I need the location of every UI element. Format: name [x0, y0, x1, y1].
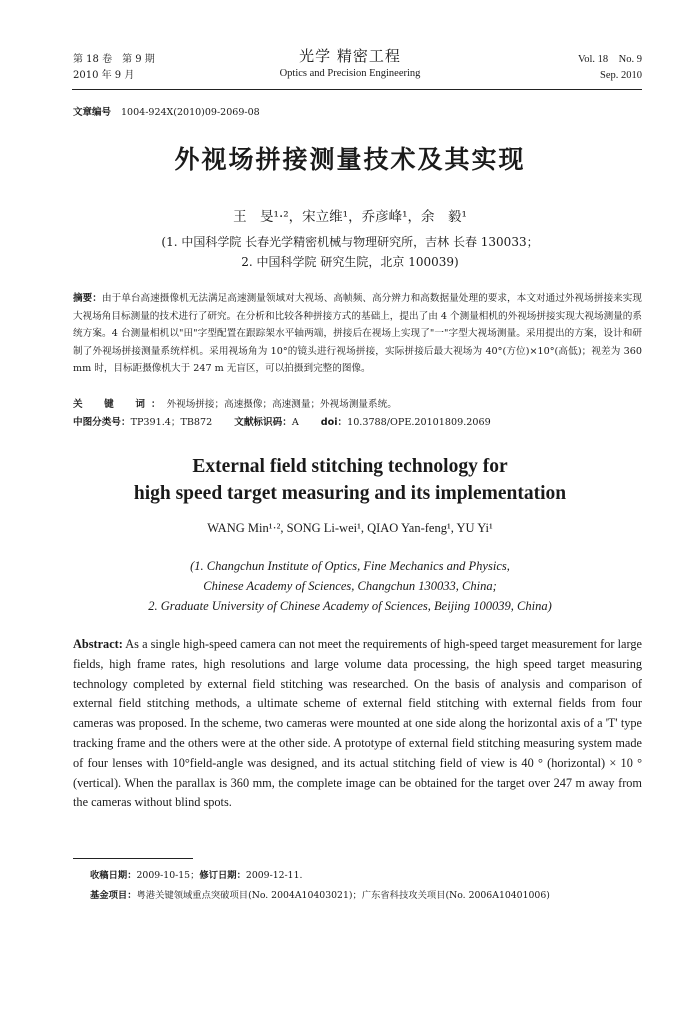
volume-issue-en: Vol. 18 No. 9: [578, 54, 642, 65]
en-abstract: [73, 635, 642, 813]
en-abstract-label: Abstract:: [73, 637, 123, 651]
fund-label: 基金项目：: [90, 890, 137, 901]
journal-name-cn: 光学 精密工程: [299, 47, 401, 65]
header-rule: [72, 89, 642, 90]
cn-authors: 王 旻¹·²，宋立维¹，乔彦峰¹，余 毅¹: [233, 209, 467, 225]
cn-abstract: [73, 290, 642, 378]
cn-affiliation-1: (1. 中国科学院 长春光学精密机械与物理研究所，吉林 长春 130033；: [161, 235, 539, 249]
en-abstract-text: As a single high-speed camera can not meet the requirements of high-speed target measurement for large fields, high frame rates, high resolutions and large volume data processing, the high speed target measuring technology completed by external field stitching was researched. On the basis of analysis and comparison of external field stitching methods, a ultimate scheme of external field stitching with external fields from four cameras was proposed. In the scheme, two cameras were mounted at one side along the horizontal axis of a 'T' type tracking frame and the others were at the other side. A prototype of external field stitching measuring system made of four lenses with 10°field-angle was designed, and its actual stitching field of view is 40 ° (horizontal) × 10 ° (vertical). When the parallax is 360 mm, the complete image can be obtained for the target over 247 m away from the cameras without blind spots.: [73, 637, 642, 810]
cn-keywords-text: 外视场拼接；高速摄像；高速测量；外视场测量系统。: [166, 399, 397, 410]
footnote-fund: [90, 886, 642, 906]
cn-classification: [73, 414, 642, 428]
en-title-line-2: high speed target measuring and its implementation: [133, 483, 567, 504]
doi-value: 10.3788/OPE.20101809.2069: [347, 417, 491, 428]
article-number-label: 文章编号: [73, 107, 112, 118]
revised-label: 修订日期：: [199, 870, 246, 881]
volume-issue-cn: 第 18 卷 第 9 期: [73, 54, 155, 65]
en-title: [0, 453, 700, 507]
doc-code-value: A: [291, 417, 299, 428]
en-affiliations: [0, 556, 700, 616]
received-date: 2009-10-15；: [136, 870, 200, 881]
en-affiliation-1: (1. Changchun Institute of Optics, Fine Mechanics and Physics,: [190, 559, 510, 573]
footnote-dates: [90, 866, 642, 886]
date-cn: 2010 年 9 月: [73, 70, 135, 81]
en-affiliation-3: 2. Graduate University of Chinese Academy of Sciences, Beijing 100039, China): [148, 599, 552, 613]
date-en: Sep. 2010: [600, 70, 642, 81]
doc-code-label: 文献标识码：: [234, 417, 292, 428]
en-affiliation-2: Chinese Academy of Sciences, Changchun 130033, China;: [203, 579, 497, 593]
footnote-rule: [73, 858, 193, 859]
received-label: 收稿日期：: [90, 870, 137, 881]
en-authors: WANG Min¹·², SONG Li-wei¹, QIAO Yan-feng¹, YU Yi¹: [207, 521, 493, 535]
cn-abstract-text: 由于单台高速摄像机无法满足高速测量领域对大视场、高帧频、高分辨力和高数据量处理的要求，本文对通过外视场拼接来实现大视场角目标测量的技术进行了研究。在分析和比较各种拼接方式的基础上，提出了由 4 个测量相机的外视场拼接实现大视场测量的系统方案。4 台测量相机以"田"字型配置在跟踪架水平轴两端，拼接后在视场上实现了"一"字型大视场测量。采用提出的方案，设计和研制了外视场拼接测量系统样机。采用视场角为 10°的镜头进行视场拼接，实际拼接后最大视场为 40°(方位)×10°(高低)；视差为 360 mm 时，目标距摄像机大于 247 m 无盲区，可以拍摄到完整的图像。: [73, 293, 643, 374]
clc-label: 中图分类号：: [73, 417, 131, 428]
cn-keywords-label: 关 键 词：: [73, 399, 167, 410]
cn-keywords: [73, 396, 642, 410]
cn-affiliations: [0, 232, 700, 272]
article-number-value: 1004-924X(2010)09-2069-08: [121, 107, 260, 118]
en-title-line-1: External field stitching technology for: [192, 456, 508, 477]
article-number: [73, 104, 260, 118]
cn-title: 外视场拼接测量技术及其实现: [174, 145, 526, 174]
footnotes: [90, 866, 642, 906]
doi-label: doi：: [320, 417, 348, 428]
header-right: [578, 52, 642, 84]
cn-affiliation-2: 2. 中国科学院 研究生院，北京 100039): [241, 255, 459, 269]
fund-text: 粤港关键领域重点突破项目(No. 2004A10403021)；广东省科技攻关项目(No. 2006A10401006): [136, 890, 550, 901]
revised-date: 2009-12-11.: [245, 870, 303, 881]
cn-abstract-label: 摘要：: [73, 293, 102, 304]
clc-value: TP391.4；TB872: [130, 417, 213, 428]
journal-name-en: Optics and Precision Engineering: [279, 68, 421, 79]
